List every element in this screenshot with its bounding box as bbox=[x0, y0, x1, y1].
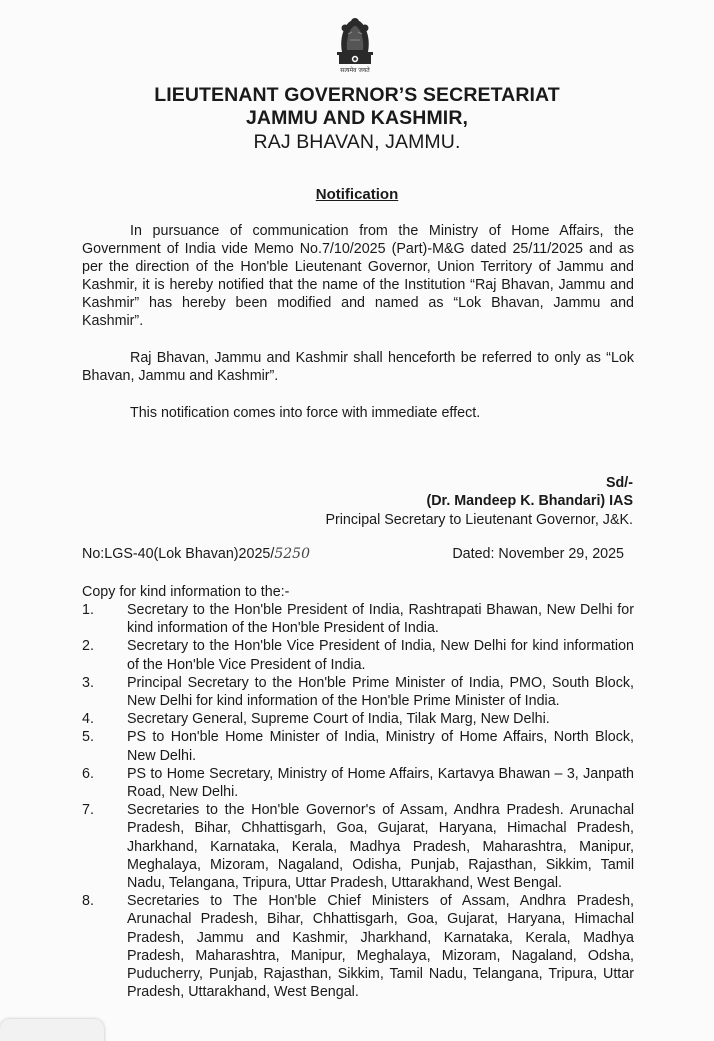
list-item-text: Secretaries to The Hon'ble Chief Ministers of Assam, Andhra Pradesh, Arunachal Pradesh, Bihar, Chhattisgarh, Goa, Gujarat, Haryana, Himachal Pradesh, Jammu and Kashmir, Jharkhand, Karnataka, Kerala, Madhya Pradesh, Maharashtra, Manipur, Meghalaya, Mizoram, Nagaland, Odsha, Puducherry, Punjab, Rajasthan, Sikkim, Tamil Nadu, Telangana, Tripura, Uttar Pradesh, Uttarakhand, West Bengal. bbox=[127, 893, 634, 1001]
list-item bbox=[82, 801, 634, 892]
list-item-text: Secretary General, Supreme Court of India, Tilak Marg, New Delhi. bbox=[127, 711, 550, 728]
reference-date: Dated: November 29, 2025 bbox=[452, 546, 624, 562]
list-item-number: 1. bbox=[82, 602, 94, 618]
list-item-text: PS to Home Secretary, Ministry of Home Affairs, Kartavya Bhawan – 3, Janpath Road, New Delhi. bbox=[127, 765, 634, 801]
copy-to-list bbox=[82, 601, 634, 1001]
reference-number bbox=[82, 546, 310, 562]
list-item bbox=[82, 674, 634, 710]
list-item bbox=[82, 728, 634, 764]
signatory-name: (Dr. Mandeep K. Bhandari) IAS bbox=[426, 493, 633, 509]
list-item bbox=[82, 765, 634, 801]
list-item-text: Principal Secretary to the Hon'ble Prime Minister of India, PMO, South Block, New Delhi for kind information of the Hon'ble Prime Minister of India. bbox=[127, 674, 634, 710]
copy-to-intro: Copy for kind information to the:- bbox=[82, 584, 290, 600]
reference-number-prefix: No:LGS-40(Lok Bhavan)2025/ bbox=[82, 546, 275, 562]
reference-number-handwritten: 5250 bbox=[274, 546, 310, 562]
emblem-motto: सत्यमेव जयते bbox=[340, 67, 370, 74]
notification-paragraph-3: This notification comes into force with immediate effect. bbox=[130, 405, 481, 421]
header-raj-bhavan: RAJ BHAVAN, JAMMU. bbox=[253, 131, 461, 153]
notification-paragraph-2: Raj Bhavan, Jammu and Kashmir shall henceforth be referred to only as “Lok Bhavan, Jammu and Kashmir”. bbox=[82, 350, 634, 384]
list-item-number: 5. bbox=[82, 729, 94, 746]
list-item-text: Secretaries to the Hon'ble Governor's of Assam, Andhra Pradesh. Arunachal Pradesh, Bihar, Chhattisgarh, Goa, Gujarat, Haryana, Himachal Pradesh, Jharkhand, Karnataka, Kerala, Madhya Pradesh, Maharashtra, Manipur, Meghalaya, Mizoram, Nagaland, Odisha, Punjab, Rajasthan, Sikkim, Tamil Nadu, Telangana, Tripura, Uttar Pradesh, Uttarakhand, West Bengal. bbox=[127, 802, 634, 892]
signatory-designation: Principal Secretary to Lieutenant Governor, J&K. bbox=[325, 512, 633, 528]
list-item bbox=[82, 601, 634, 637]
list-item bbox=[82, 892, 634, 1001]
list-item-text: Secretary to the Hon'ble Vice President of India, New Delhi for kind information of the Hon'ble Vice President of India. bbox=[127, 638, 634, 673]
notification-paragraph-1: In pursuance of communication from the Ministry of Home Affairs, the Government of India vide Memo No.7/10/2025 (Part)-M&G dated 25/11/2025 and as per the direction of the Hon'ble Lieutenant Governor, Union Territory of Jammu and Kashmir, it is hereby notified that the name of the Institution “Raj Bhavan, Jammu and Kashmir” has hereby been modified and named as “Lok Bhavan, Jammu and Kashmir”. bbox=[82, 223, 634, 329]
notification-title: Notification bbox=[315, 186, 399, 203]
list-item bbox=[82, 710, 634, 728]
list-item-number: 8. bbox=[82, 893, 94, 910]
header-secretariat: LIEUTENANT GOVERNOR’S SECRETARIAT bbox=[154, 84, 560, 106]
list-item-number: 2. bbox=[82, 638, 94, 655]
signature-sd: Sd/- bbox=[605, 475, 633, 491]
reference-line bbox=[82, 546, 624, 562]
header-jammu-kashmir: JAMMU AND KASHMIR, bbox=[245, 107, 469, 129]
list-item-number: 4. bbox=[82, 711, 94, 728]
list-item-text: PS to Hon'ble Home Minister of India, Ministry of Home Affairs, North Block, New Delhi. bbox=[127, 729, 634, 764]
list-item bbox=[82, 637, 634, 673]
list-item-number: 3. bbox=[82, 674, 94, 691]
list-item-number: 6. bbox=[82, 765, 94, 782]
list-item-number: 7. bbox=[82, 802, 94, 819]
list-item-text: Secretary to the Hon'ble President of India, Rashtrapati Bhawan, New Delhi for kind information of the Hon'ble President of India. bbox=[127, 602, 634, 637]
page-corner-tab[interactable] bbox=[0, 1019, 104, 1041]
